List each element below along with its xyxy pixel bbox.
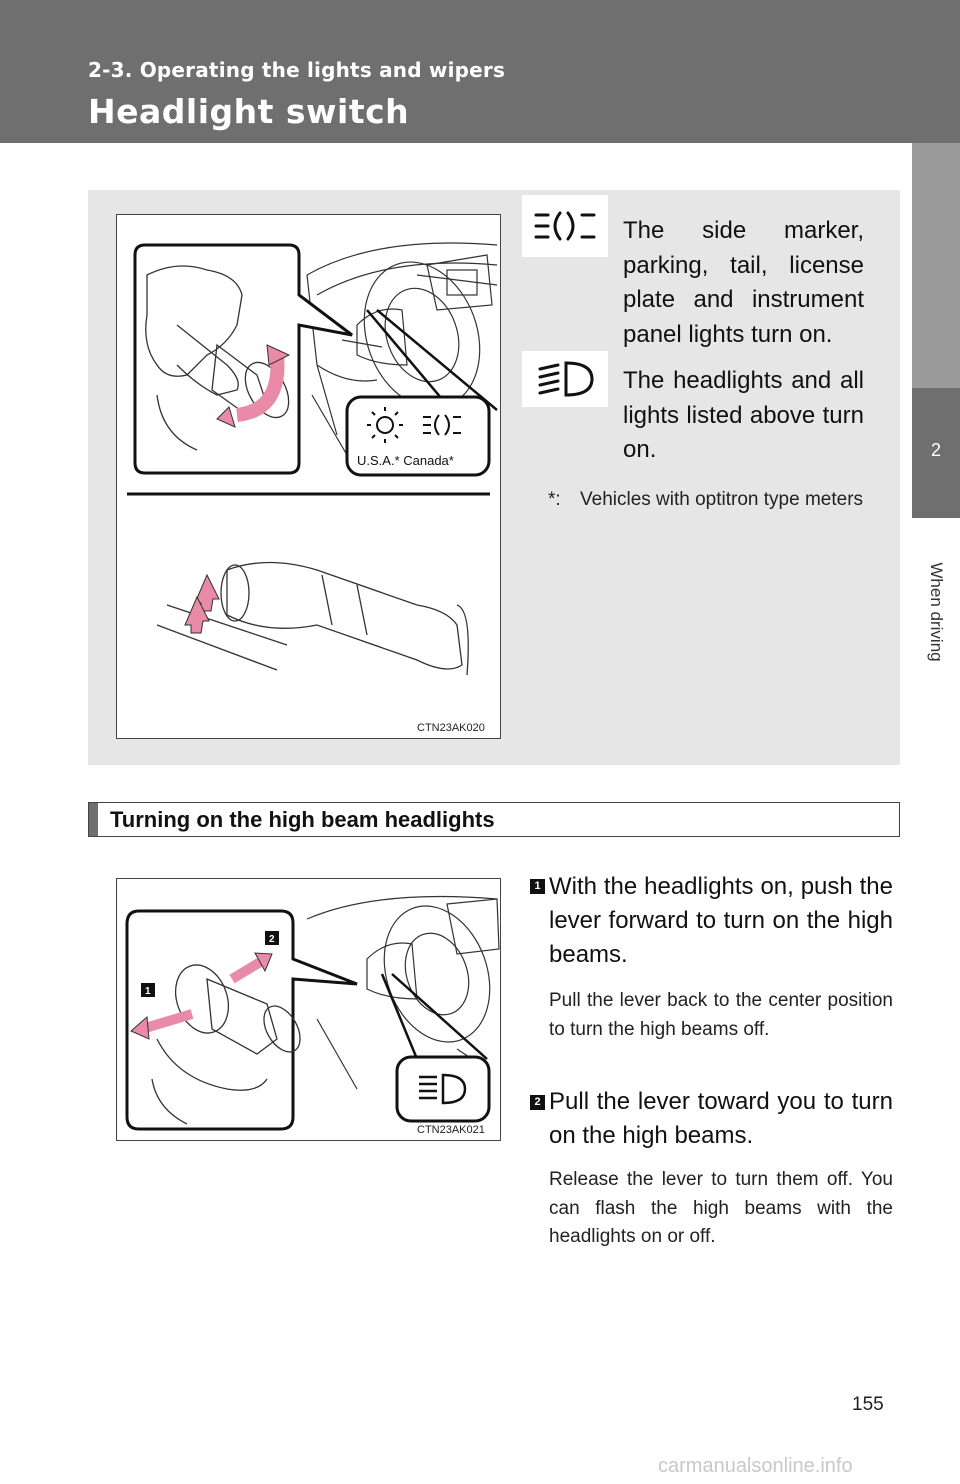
side-tab-bottom <box>912 708 960 1484</box>
svg-text:2: 2 <box>269 934 275 945</box>
side-tab-top <box>912 143 960 388</box>
step-2-note: Release the lever to turn them off. You can flash the high beams with the headlights on or off. <box>549 1169 893 1247</box>
page-header <box>0 0 960 143</box>
parking-lights-description: The side marker, parking, tail, license plate and instrument panel lights turn on. <box>623 217 864 348</box>
step-2-marker: 2 <box>530 1095 545 1110</box>
page-title: Headlight switch <box>88 92 410 131</box>
svg-text:1: 1 <box>145 986 151 997</box>
watermark[interactable]: carmanualsonline.info <box>658 1455 853 1477</box>
footnote-mark: *: <box>548 489 561 510</box>
figure-code-2: CTN23AK021 <box>417 1124 485 1136</box>
section-label: 2-3. Operating the lights and wipers <box>88 58 506 82</box>
parking-lights-icon <box>522 195 608 257</box>
figure-code: CTN23AK020 <box>417 722 485 734</box>
step-2-text: Pull the lever toward you to turn on the high beams. <box>549 1088 893 1149</box>
subsection-title: Turning on the high beam headlights <box>110 807 495 832</box>
footnote <box>548 485 864 514</box>
heading-bar <box>89 803 98 836</box>
chapter-number: 2 <box>930 440 941 460</box>
subsection-heading <box>88 802 900 837</box>
high-beam-illustration <box>116 878 501 1141</box>
step-1-text: With the headlights on, push the lever forward to turn on the high beams. <box>549 873 893 968</box>
chapter-label-tab <box>912 518 960 708</box>
low-beam-icon <box>522 351 608 407</box>
page-number: 155 <box>852 1394 884 1415</box>
chapter-label: When driving <box>927 562 946 662</box>
step-1-note: Pull the lever back to the center position to turn the high beams off. <box>549 990 893 1040</box>
low-beam-description: The headlights and all lights listed above turn on. <box>623 367 864 463</box>
high-beam-drawing <box>117 879 500 1140</box>
footnote-text: Vehicles with optitron type meters <box>580 489 864 510</box>
chapter-number-tab <box>912 388 960 518</box>
headlight-switch-illustration <box>116 214 501 739</box>
step-1-marker: 1 <box>530 879 545 894</box>
region-label: U.S.A.* Canada* <box>357 453 454 468</box>
switch-drawing <box>117 215 500 738</box>
